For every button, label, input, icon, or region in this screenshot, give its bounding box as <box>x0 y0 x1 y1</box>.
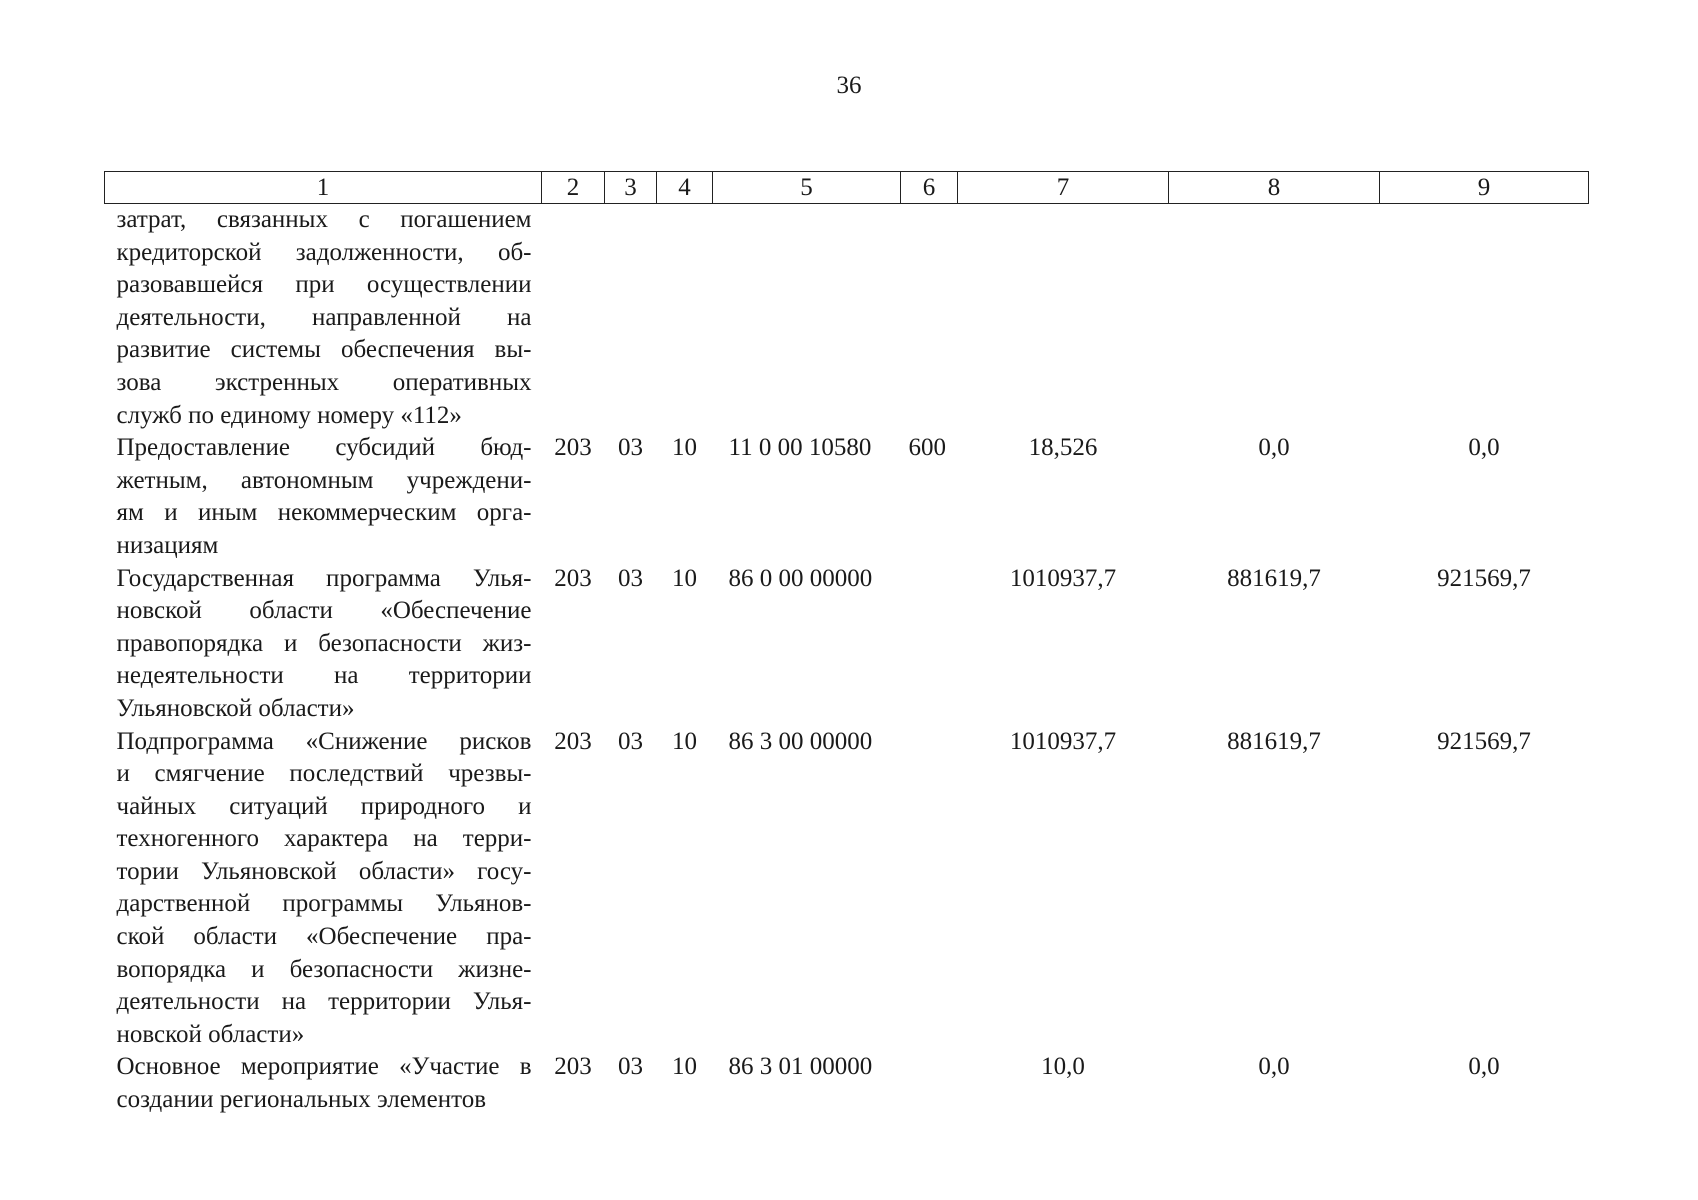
table-row <box>105 726 1589 1052</box>
description-line: Основное мероприятие «Участие в <box>116 1053 532 1081</box>
header-col-6: 6 <box>901 172 958 204</box>
description-line: ям и иным некоммерческим орга- <box>116 499 532 527</box>
description-line: техногенного характера на терри- <box>116 825 532 853</box>
table-body <box>105 204 1589 1117</box>
description-line: ской области «Обеспечение пра- <box>116 923 532 951</box>
cell-amount-year1 <box>958 204 1169 433</box>
row-description <box>105 1051 542 1116</box>
description-line: деятельности на территории Улья- <box>116 988 532 1016</box>
description-line: развитие системы обеспечения вы- <box>116 336 532 364</box>
cell-target-article: 86 0 00 00000 <box>728 564 873 592</box>
description-line: новской области «Обеспечение <box>116 597 532 625</box>
description-line: низациям <box>116 531 219 559</box>
cell-amount-year1: 18,526 <box>1028 434 1098 462</box>
description-line: вопорядка и безопасности жизне- <box>116 955 532 983</box>
cell-section <box>605 204 657 433</box>
description-line: и смягчение последствий чрезвы- <box>116 760 532 788</box>
cell-code: 203 <box>554 1053 592 1081</box>
description-line: Ульяновской области» <box>116 694 355 722</box>
cell-section: 03 <box>618 434 643 462</box>
cell-amount-year2: 0,0 <box>1258 1053 1290 1081</box>
description-line: зова экстренных оперативных <box>116 368 532 396</box>
cell-amount-year3: 0,0 <box>1468 1053 1500 1081</box>
page-number: 36 <box>836 72 862 99</box>
row-description <box>105 432 542 562</box>
cell-subsection: 10 <box>672 1053 697 1081</box>
header-col-3: 3 <box>605 172 657 204</box>
description-line: Государственная программа Улья- <box>116 564 532 592</box>
row-description <box>105 563 542 726</box>
description-line: тории Ульяновской области» госу- <box>116 857 532 885</box>
description-line: недеятельности на территории <box>116 662 532 690</box>
header-col-5: 5 <box>713 172 901 204</box>
cell-amount-year3: 921569,7 <box>1437 564 1531 592</box>
description-line: чайных ситуаций природного и <box>116 792 532 820</box>
cell-expense-type <box>901 204 958 433</box>
cell-section: 03 <box>618 727 643 755</box>
cell-amount-year1: 1010937,7 <box>1009 564 1117 592</box>
description-line: жетным, автономным учреждени- <box>116 466 532 494</box>
cell-amount-year1: 10,0 <box>1041 1053 1085 1081</box>
row-description <box>105 726 542 1052</box>
description-line: разовавшейся при осуществлении <box>116 271 532 299</box>
header-row <box>105 172 1589 204</box>
header-col-1: 1 <box>105 172 542 204</box>
cell-amount-year3 <box>1380 204 1589 433</box>
cell-amount-year2: 881619,7 <box>1227 727 1321 755</box>
cell-section: 03 <box>618 564 643 592</box>
description-line: Подпрограмма «Снижение рисков <box>116 727 532 755</box>
description-line: новской области» <box>116 1020 305 1048</box>
cell-subsection: 10 <box>672 434 697 462</box>
table-row <box>105 432 1589 562</box>
table-row <box>105 1051 1589 1116</box>
cell-amount-year2: 0,0 <box>1258 434 1290 462</box>
cell-expense-type: 600 <box>908 434 946 462</box>
description-line: Предоставление субсидий бюд- <box>116 434 532 462</box>
cell-target-article: 11 0 00 10580 <box>728 434 872 462</box>
description-line: затрат, связанных с погашением <box>116 206 532 233</box>
cell-subsection <box>657 204 713 433</box>
cell-expense-type <box>901 1051 958 1116</box>
cell-target-article: 86 3 00 00000 <box>728 727 873 755</box>
budget-table <box>104 171 1589 1117</box>
cell-target-article <box>713 204 901 433</box>
cell-amount-year3: 921569,7 <box>1437 727 1531 755</box>
header-col-9: 9 <box>1380 172 1589 204</box>
cell-amount-year1: 1010937,7 <box>1009 727 1117 755</box>
description-line: создании региональных элементов <box>116 1086 486 1114</box>
cell-code: 203 <box>554 564 592 592</box>
header-col-8: 8 <box>1169 172 1380 204</box>
cell-section: 03 <box>618 1053 643 1081</box>
cell-expense-type <box>901 726 958 1052</box>
cell-amount-year2 <box>1169 204 1380 433</box>
header-col-4: 4 <box>657 172 713 204</box>
cell-amount-year2: 881619,7 <box>1227 564 1321 592</box>
description-line: правопорядка и безопасности жиз- <box>116 629 532 657</box>
cell-amount-year3: 0,0 <box>1468 434 1500 462</box>
cell-target-article: 86 3 01 00000 <box>728 1053 873 1081</box>
cell-expense-type <box>901 563 958 726</box>
description-line: служб по единому номеру «112» <box>116 401 462 429</box>
cell-subsection: 10 <box>672 564 697 592</box>
row-description <box>105 204 542 433</box>
budget-table-container <box>104 171 1588 1117</box>
table-row <box>105 563 1589 726</box>
header-col-7: 7 <box>958 172 1169 204</box>
description-line: кредиторской задолженности, об- <box>116 238 532 266</box>
header-col-2: 2 <box>542 172 605 204</box>
cell-code <box>542 204 605 433</box>
cell-code: 203 <box>554 727 592 755</box>
description-line: деятельности, направленной на <box>116 303 532 331</box>
cell-code: 203 <box>554 434 592 462</box>
description-line: дарственной программы Ульянов- <box>116 890 532 918</box>
table-row <box>105 204 1589 433</box>
cell-subsection: 10 <box>672 727 697 755</box>
